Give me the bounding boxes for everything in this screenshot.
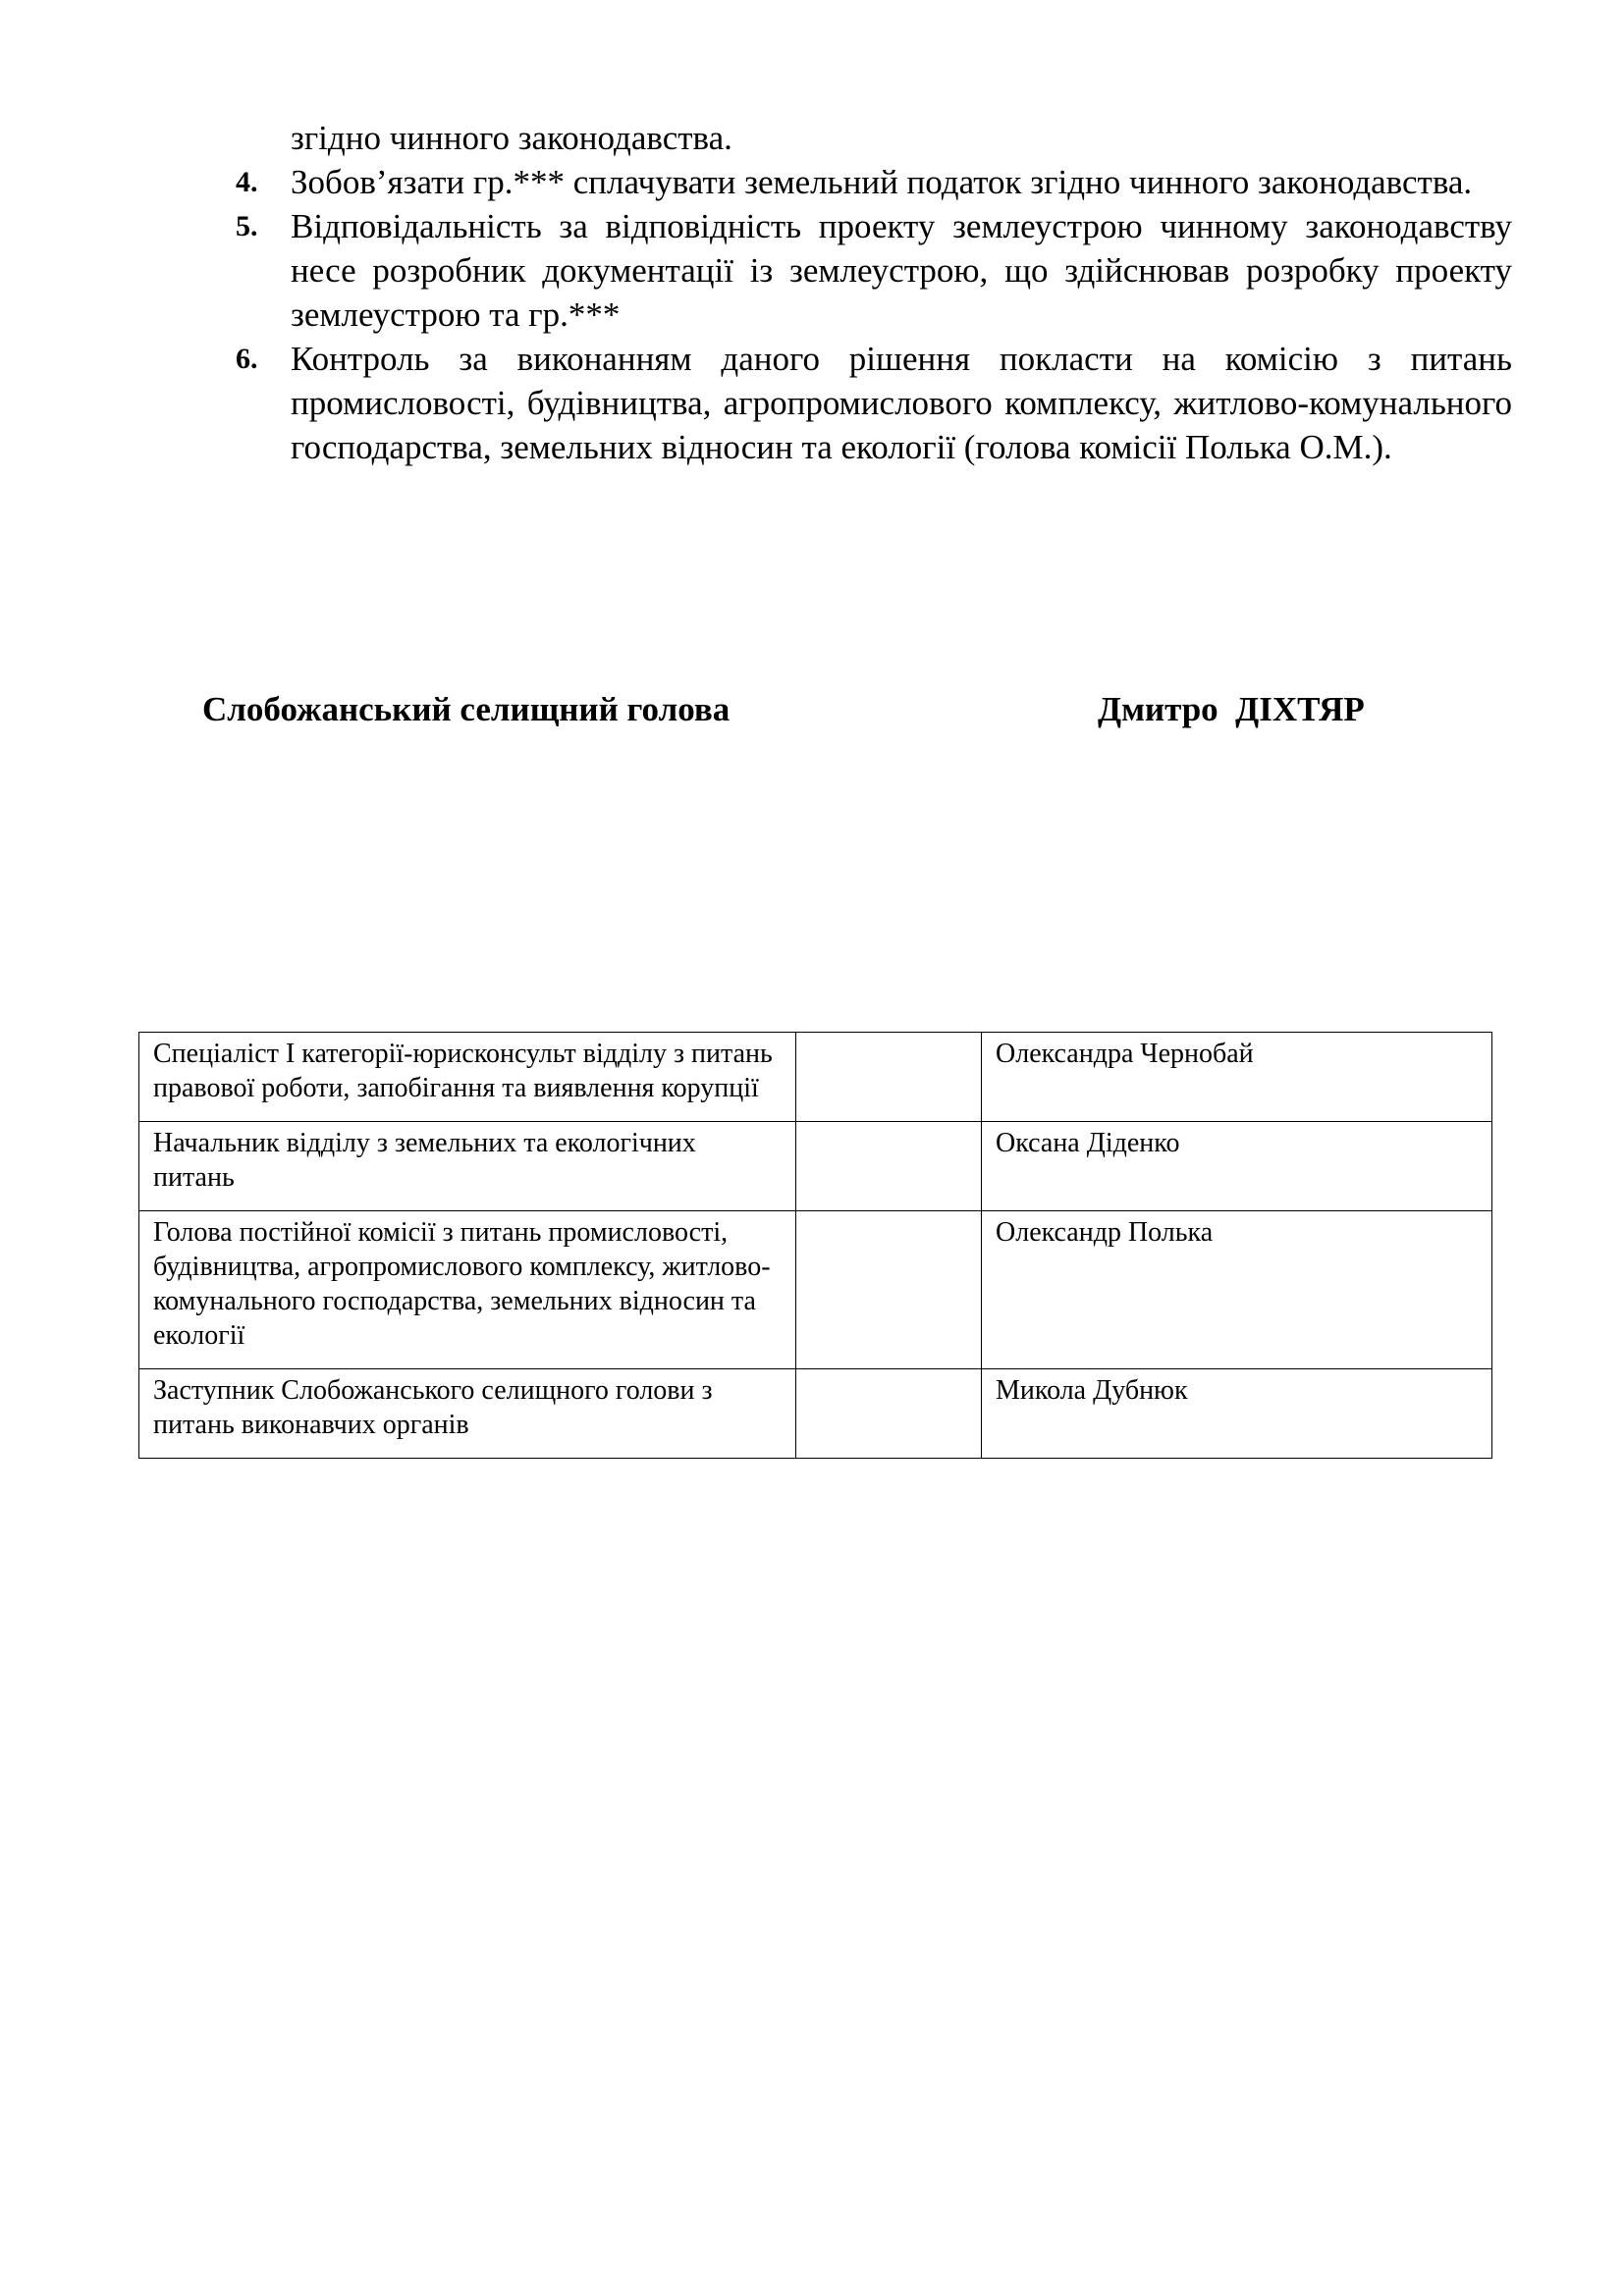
item-text: Відповідальність за відповідність проекту землеустрою чинному законодавству несе розробник документації із землеустрою, що здійснював розробку проекту землеустрою та гр.*** xyxy=(291,207,1512,334)
signature-name: Дмитро ДІХТЯР xyxy=(1098,690,1365,728)
signature-position: Слобожанський селищний голова xyxy=(202,690,731,728)
item-text: Зобов’язати гр.*** сплачувати земельний податок згідно чинного законодавства. xyxy=(291,163,1473,201)
list-item xyxy=(236,204,1512,337)
approver-name: Олександра Чернобай xyxy=(982,1033,1492,1122)
approver-position: Заступник Слобожанського селищного голови з питань виконавчих органів xyxy=(139,1369,796,1459)
list-item xyxy=(236,116,1512,160)
list-item xyxy=(236,160,1512,204)
approver-position: Начальник відділу з земельних та екологічних питань xyxy=(139,1122,796,1211)
list-item xyxy=(236,337,1512,469)
approver-name: Олександр Полька xyxy=(982,1211,1492,1369)
signature-cell xyxy=(796,1369,982,1459)
approver-name: Микола Дубнюк xyxy=(982,1369,1492,1459)
approver-name: Оксана Діденко xyxy=(982,1122,1492,1211)
table-row xyxy=(139,1033,1492,1122)
approval-table xyxy=(138,1032,1492,1459)
signature-cell xyxy=(796,1122,982,1211)
item-number: 6. xyxy=(236,343,258,375)
approver-position: Спеціаліст І категорії-юрисконсульт відділу з питань правової роботи, запобігання та виявлення корупції xyxy=(139,1033,796,1122)
signature-cell xyxy=(796,1033,982,1122)
table-row xyxy=(139,1211,1492,1369)
decision-items xyxy=(236,116,1512,469)
item-text: Контроль за виконанням даного рішення покласти на комісію з питань промисловості, будівництва, агропромислового комплексу, житлово-комунального господарства, земельних відносин та екології (голова комісії Полька О.М.). xyxy=(291,340,1512,466)
table-row xyxy=(139,1369,1492,1459)
table-row xyxy=(139,1122,1492,1211)
item-number: 5. xyxy=(236,210,258,242)
approver-position: Голова постійної комісії з питань промисловості, будівництва, агропромислового комплексу, житлово-комунального господарства, земельних відносин та екології xyxy=(139,1211,796,1369)
item-number: 4. xyxy=(236,166,258,198)
signature-cell xyxy=(796,1211,982,1369)
item-text: згідно чинного законодавства. xyxy=(291,119,732,157)
